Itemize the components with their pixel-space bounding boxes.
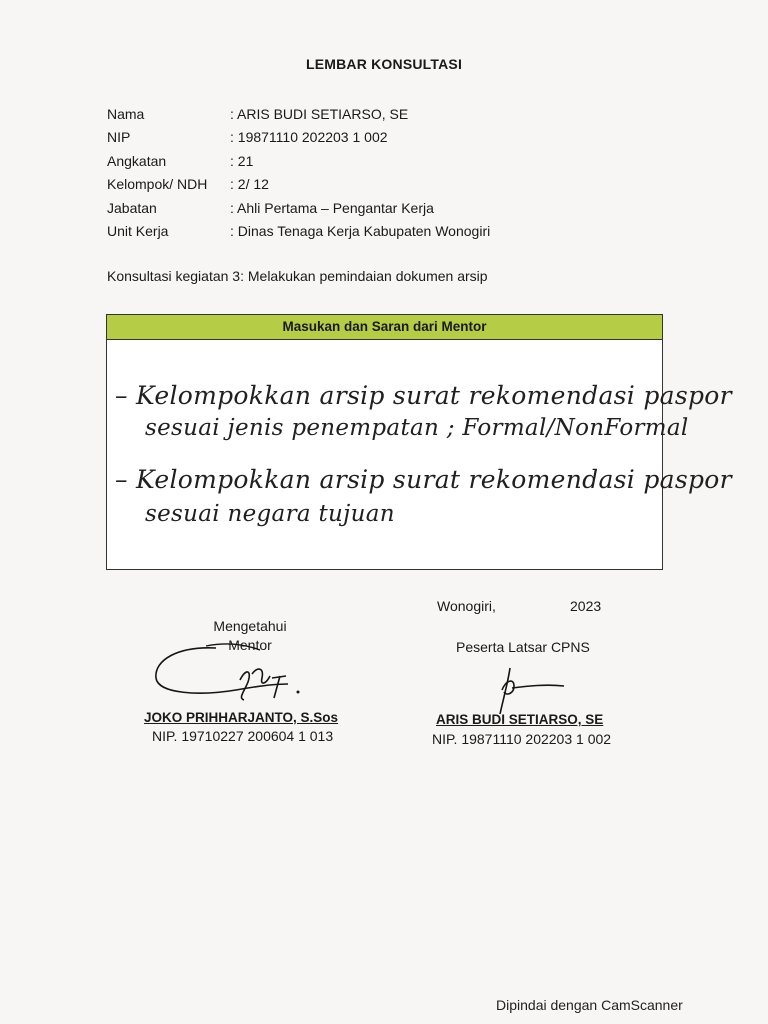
field-value: : 2/ 12: [230, 176, 269, 193]
handwritten-line: – Kelompokkan arsip surat rekomendasi paspor: [115, 381, 732, 410]
field-label: Kelompok/ NDH: [107, 176, 208, 193]
handwritten-line: – Kelompokkan arsip surat rekomendasi paspor: [115, 465, 732, 494]
field-label: Angkatan: [107, 152, 167, 169]
field-value: : ARIS BUDI SETIARSO, SE: [230, 105, 409, 122]
field-row-kelompok: [107, 173, 490, 197]
date-place: Wonogiri,: [437, 598, 496, 614]
field-row-unit-kerja: [107, 220, 490, 244]
participant-caption: Peserta Latsar CPNS: [456, 639, 590, 655]
field-row-angkatan: [107, 149, 490, 173]
mentor-name: JOKO PRIHHARJANTO, S.Sos: [144, 710, 339, 725]
field-row-jabatan: [107, 196, 490, 220]
document-title: LEMBAR KONSULTASI: [305, 56, 463, 72]
field-row-nip: [107, 126, 490, 150]
handwritten-line: sesuai jenis penempatan ; Formal/NonFormal: [145, 415, 689, 441]
consultation-intro: Konsultasi kegiatan 3: Melakukan pemindaian dokumen arsip: [107, 268, 488, 284]
handwritten-line: sesuai negara tujuan: [145, 501, 395, 527]
field-value: : 19871110 202203 1 002: [230, 129, 388, 146]
field-label: Nama: [107, 105, 145, 122]
handwritten-notes: [107, 339, 732, 571]
mentor-signature: [148, 640, 318, 702]
participant-name: ARIS BUDI SETIARSO, SE: [436, 712, 604, 727]
feedback-box: [106, 314, 732, 570]
participant-signature: [492, 664, 572, 716]
field-value: : 21: [230, 152, 254, 169]
participant-nip: NIP. 19871110 202203 1 002: [432, 731, 612, 747]
mentor-nip: NIP. 19710227 200604 1 013: [152, 728, 334, 744]
feedback-box-header: Masukan dan Saran dari Mentor: [107, 315, 662, 340]
identity-fields: [107, 102, 490, 243]
mentor-caption-line-1: Mengetahui: [213, 618, 287, 634]
scanner-watermark: Dipindai dengan CamScanner: [496, 997, 683, 1013]
field-label: Unit Kerja: [107, 223, 169, 240]
field-value: : Ahli Pertama – Pengantar Kerja: [230, 199, 434, 216]
field-value: : Dinas Tenaga Kerja Kabupaten Wonogiri: [230, 223, 491, 240]
field-label: NIP: [107, 129, 131, 146]
date-year: 2023: [570, 598, 602, 614]
field-row-nama: [107, 102, 490, 126]
mentor-caption-line-2: Mentor: [228, 637, 272, 653]
field-label: Jabatan: [107, 199, 157, 216]
